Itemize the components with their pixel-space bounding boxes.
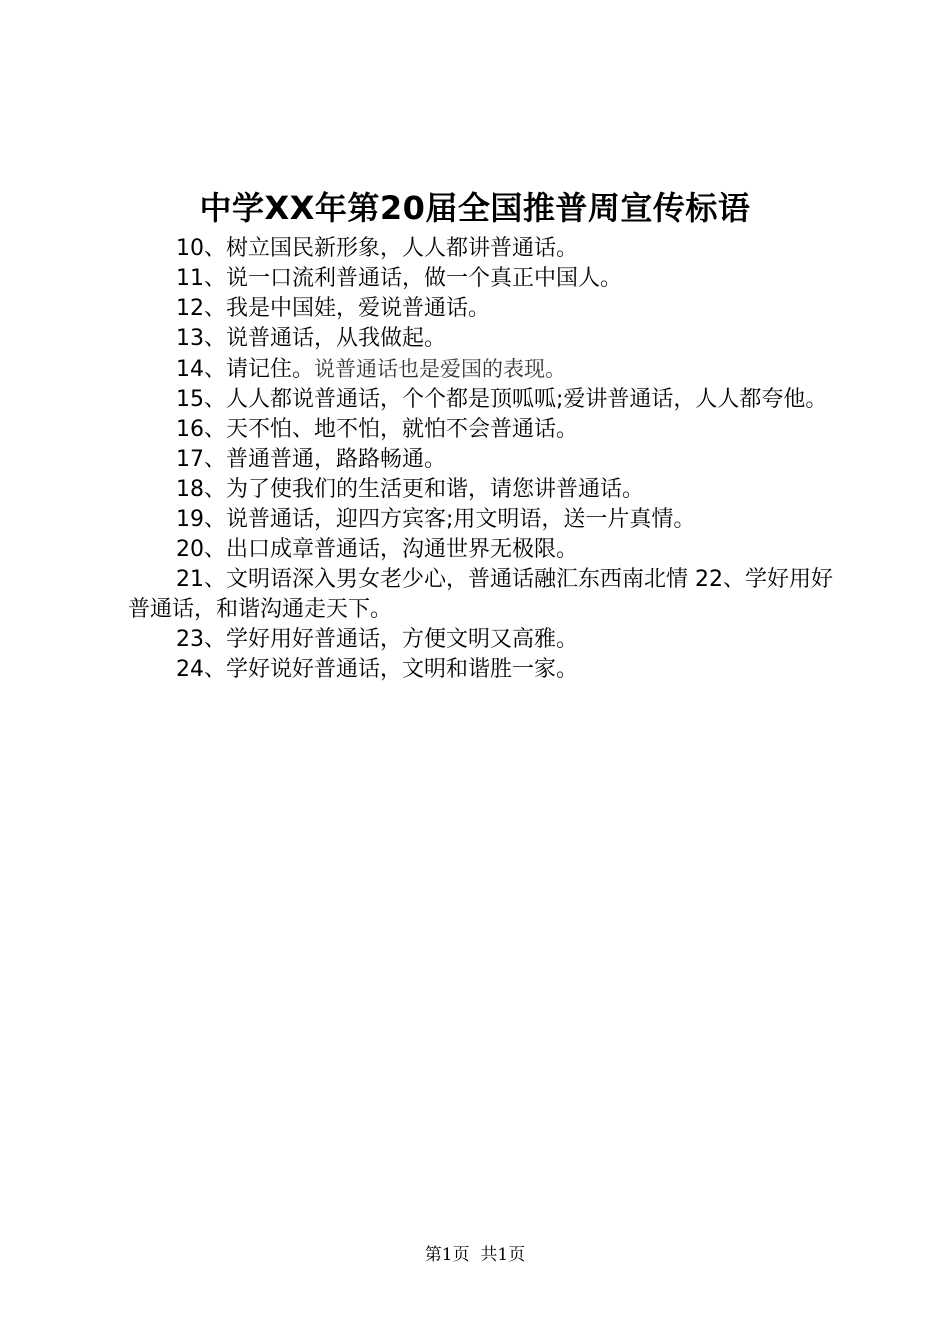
slogan-item-14-lead: 14、请记住。	[176, 357, 314, 382]
slogan-item-17: 17、普通普通，路路畅通。	[176, 447, 446, 472]
slogan-item-13: 13、说普通话，从我做起。	[176, 326, 446, 351]
page-footer: 第1页 共1页	[424, 1245, 526, 1265]
slogan-item-16: 16、天不怕、地不怕，就怕不会普通话。	[176, 417, 578, 442]
slogan-item-21: 21、文明语深入男女老少心，普通话融汇东西南北情 22、学好用好普通话，和谐沟通走天下。	[128, 567, 833, 622]
slogan-item-18: 18、为了使我们的生活更和谐，请您讲普通话。	[176, 477, 644, 502]
slogan-item-15: 15、人人都说普通话，个个都是顶呱呱;爱讲普通话，人人都夸他。	[176, 387, 828, 412]
slogan-item-20: 20、出口成章普通话，沟通世界无极限。	[176, 537, 578, 562]
slogan-item-14-continuation: 说普通话也是爱国的表现。	[314, 357, 566, 381]
slogan-item-24: 24、学好说好普通话，文明和谐胜一家。	[176, 657, 578, 682]
slogan-item-23: 23、学好用好普通话，方便文明又高雅。	[176, 627, 578, 652]
slogan-item-19: 19、说普通话，迎四方宾客;用文明语，送一片真情。	[176, 507, 696, 532]
slogan-item-12: 12、我是中国娃，爱说普通话。	[176, 296, 490, 321]
document-title: 中学XX年第20届全国推普周宣传标语	[199, 189, 751, 227]
slogan-item-14	[128, 354, 833, 385]
slogan-list	[128, 234, 833, 685]
slogan-item-11: 11、说一口流利普通话，做一个真正中国人。	[176, 266, 622, 291]
slogan-item-10: 10、树立国民新形象，人人都讲普通话。	[176, 236, 578, 261]
